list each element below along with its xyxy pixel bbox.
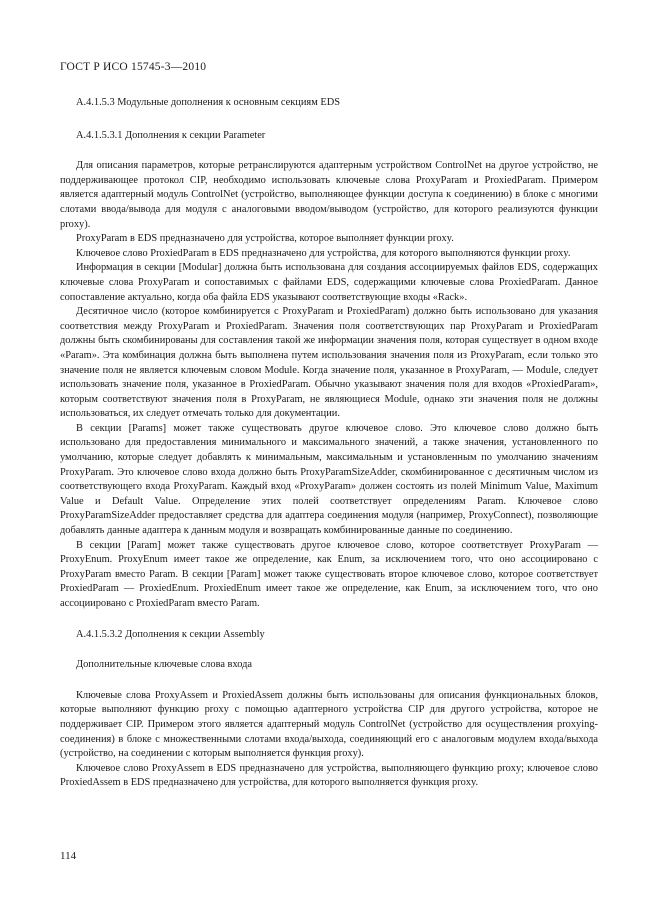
- paragraph: Ключевое слово ProxiedParam в EDS предназначено для устройства, для которого выполняются функции proxy.: [76, 247, 571, 259]
- section-heading: А.4.1.5.3 Модульные дополнения к основным секциям EDS: [76, 97, 340, 108]
- document-body: [60, 96, 598, 791]
- subsection-1-heading: А.4.1.5.3.1 Дополнения к секции Parameter: [76, 129, 266, 141]
- paragraph: Для описания параметров, которые ретранслируются адаптерным устройством ControlNet на другое устройство, не поддерживающее протокол CIP, необходимо использовать ключевые слова ProxyParam и ProxiedParam. Примером является адаптерный модуль ControlNet (устройство, выполняющее функции доступа к соединению) в блоке с многими слотами ввода/вывода для модуля с аналоговыми вводом/выводом (устройство, для которого реализуются функции proxy).: [60, 160, 598, 230]
- paragraph: В секции [Params] может также существовать другое ключевое слово. Это ключевое слово должно быть использовано для предоставления минимального и максимального значений, а также значения, установленного по умолчанию, которые следует добавлять к минимальным, максимальным и установленным по умолчанию значениям ProxyParam. Это ключевое слово входа должно быть ProxyParamSizeAdder, скомбинированное с десятичным числом из соответствующего входа ProxyParam. Каждый вход «ProxyParam» должен состоять из полей Minimum Value, Maximum Value и Default Value. Определение этих полей соответствует определениям Param. Ключевое слово ProxyParamSizeAdder предоставляет средства для адаптера соединения модуля (например, ProxyConnect), позволяющие добавлять данные адаптера к данным модуля и возвращать комбинированные данные по соединению.: [60, 422, 598, 537]
- paragraph: Информация в секции [Modular] должна быть использована для создания ассоциируемых файлов EDS, содержащих ключевые слова ProxyParam и сопоставимых с файлами EDS, содержащими ключевые слова ProxiedParam. Данное сопоставление актуально, когда оба файла EDS указывают соответствующие входы «Rack».: [60, 262, 598, 303]
- standard-code-header: ГОСТ Р ИСО 15745-3—2010: [60, 61, 207, 73]
- paragraph: ProxyParam в EDS предназначено для устройства, которое выполняет функции proxy.: [76, 233, 454, 245]
- subsection-2-subheading: Дополнительные ключевые слова входа: [76, 659, 253, 671]
- paragraph: Ключевое слово ProxyAssem в EDS предназначено для устройства, выполняющего функцию proxy; ключевое слово ProxiedAssem в EDS предназначено для устройства, для которого выполняется функция proxy.: [60, 762, 598, 789]
- subsection-2-heading: А.4.1.5.3.2 Дополнения к секции Assembly: [76, 628, 265, 640]
- paragraph: В секции [Param] может также существовать другое ключевое слово, которое соответствует ProxyParam — ProxyEnum. ProxyEnum имеет такое же определение, как Enum, за исключением того, что оно ассоциировано с ProxyParam вместо Param. В секции [Param] может также существовать второе ключевое слово, которое соответствует ProxiedParam — ProxiedEnum. ProxiedEnum имеет такое же определение, как Enum, за исключением того, что оно ассоциировано с ProxiedParam вместо Param.: [60, 539, 598, 609]
- paragraph: Ключевые слова ProxyAssem и ProxiedAssem должны быть использованы для описания функциональных блоков, которые выполняют функцию proxy с помощью адаптерного устройства CIP для другого устройства, которое не поддерживает CIP. Примером этого является адаптерный модуль ControlNet (устройство для осуществления proxying-соединения) в блоке с множественными слотами входа/выхода, соединяющий его с аналоговым модулем входа/выхода (устройство, на соединении с которым выполняется функция proxy).: [60, 689, 598, 760]
- page-number: 114: [60, 850, 77, 862]
- paragraph: Десятичное число (которое комбинируется с ProxyParam и ProxiedParam) должно быть использовано для указания соответствия между ProxyParam и ProxiedParam. Значения поля соответствующих пар ProxyParam и ProxiedParam должны быть скомбинированы для составления такой же информации значения поля, которая существует в одном входе «Param». Эта комбинация должна быть выполнена путем использования значения поля из ProxyParam, если только это значение поля не является ключевым словом Module. Когда значение поля, указанное в ProxyParam, — Module, следует использовать значение поля, указанное в ProxiedParam. Обычно указывают значения поля для входов «ProxiedParam», которым соответствуют значения поля в ProxyParam, не являющиеся Module, однако эти значения поля не должны использоваться, их следует отмечать только для документации.: [60, 306, 598, 420]
